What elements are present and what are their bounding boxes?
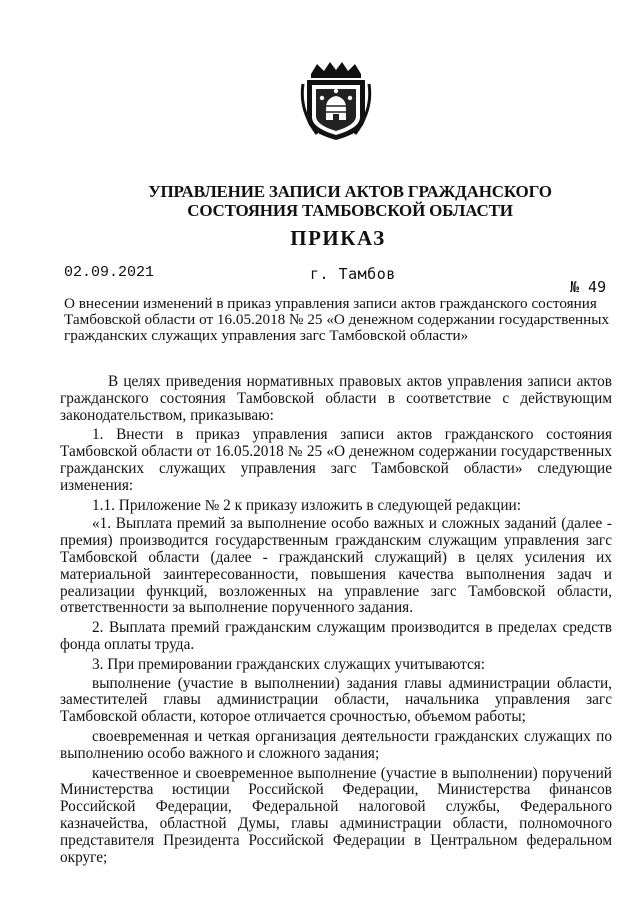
appendix-clause-3-item: качественное и своевременное выполнение (участие в выполнении) поручений Министерства юстиции Российской Федерации, Министерства финансов Российской Федерации, Федеральной налоговой службы, Федерального казначейства, областной Думы, главы администрации области, полномочного представителя Президента Российской Федерации в Центральном федеральном округе;	[60, 764, 612, 866]
intro-paragraph: В целях приведения нормативных правовых актов управления записи актов гражданского состояния Тамбовской области в соответствие с действующим законодательством, приказываю:	[60, 373, 612, 424]
document-title: ПРИКАЗ	[290, 226, 386, 250]
appendix-clause-1: «1. Выплата премий за выполнение особо важных и сложных заданий (далее - премия) производится государственным гражданским служащим управления загс Тамбовской области (далее - гражданский служащий) в целях усиления их материальной заинтересованности, повышения качества выполнения задач и реализации функций, возложенных на управление загс Тамбовской области, ответственности за выполнение порученного задания.	[60, 515, 612, 617]
order-date: 02.09.2021	[64, 264, 155, 281]
appendix-clause-3: 3. При премировании гражданских служащих учитываются:	[92, 655, 486, 673]
order-body	[60, 374, 612, 869]
appendix-clause-3-item: своевременная и четкая организация деятельности гражданских служащих по выполнению особо важного и сложного задания;	[60, 727, 612, 762]
appendix-clause-2: 2. Выплата премий гражданским служащим производится в пределах средств фонда оплаты труда.	[60, 619, 612, 653]
appendix-clause-3-item: выполнение (участие в выполнении) задания главы администрации области, заместителей главы администрации области, начальника управления загс Тамбовской области, которое отличается срочностью, объемом работы;	[60, 674, 612, 726]
tambov-coat-of-arms-icon	[297, 60, 375, 142]
paragraph-1-1: 1.1. Приложение № 2 к приказу изложить в следующей редакции:	[92, 496, 521, 514]
order-subject	[64, 296, 612, 344]
subject-line: Тамбовской области от 16.05.2018 № 25 «О денежном содержании государственных	[64, 311, 610, 328]
order-city: г. Тамбов	[310, 265, 396, 283]
paragraph-1: 1. Внести в приказ управления записи актов гражданского состояния Тамбовской области от 16.05.2018 № 25 «О денежном содержании государственных гражданских служащих управления загс Тамбовской области» следующие изменения:	[60, 426, 612, 494]
agency-name: УПРАВЛЕНИЕ ЗАПИСИ АКТОВ ГРАЖДАНСКОГО СОСТОЯНИЯ ТАМБОВСКОЙ ОБЛАСТИ	[148, 182, 552, 220]
subject-line: гражданских служащих управления загс Тамбовской области»	[64, 327, 469, 344]
subject-line: О внесении изменений в приказ управления записи актов гражданского состояния	[64, 295, 597, 312]
order-number: № 49	[570, 278, 607, 296]
